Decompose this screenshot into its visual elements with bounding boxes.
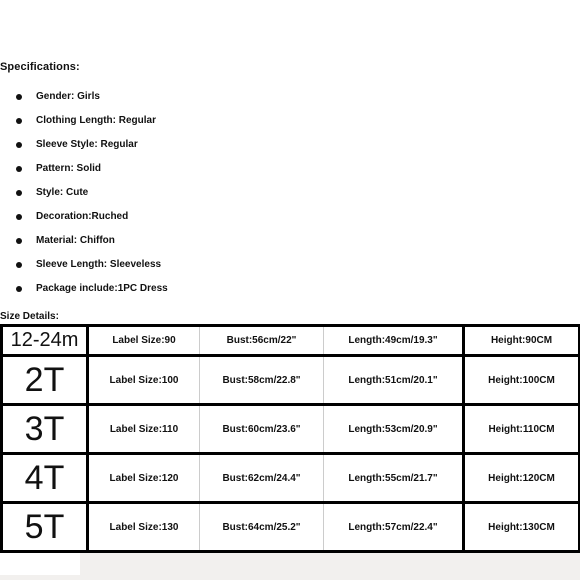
bullet-icon (16, 142, 22, 148)
bust-cell: Bust:64cm/25.2" (200, 503, 324, 552)
table-row (2, 326, 580, 356)
height-cell: Height:120CM (464, 454, 580, 503)
spec-item (16, 257, 316, 273)
size-cell: 4T (2, 454, 88, 503)
table-row (2, 454, 580, 503)
size-cell: 3T (2, 405, 88, 454)
table-row (2, 356, 580, 405)
spec-item (16, 161, 316, 177)
bullet-icon (16, 238, 22, 244)
spec-item (16, 89, 316, 105)
length-cell: Length:57cm/22.4" (324, 503, 464, 552)
spec-item (16, 209, 316, 225)
length-cell: Length:51cm/20.1" (324, 356, 464, 405)
label-size-cell: Label Size:90 (88, 326, 200, 356)
bust-cell: Bust:58cm/22.8" (200, 356, 324, 405)
spec-item (16, 137, 316, 153)
bust-cell: Bust:60cm/23.6" (200, 405, 324, 454)
table-row (2, 503, 580, 552)
spec-item-text: Sleeve Length: Sleeveless (36, 259, 162, 270)
spec-item (16, 185, 316, 201)
spec-item (16, 233, 316, 249)
height-cell: Height:130CM (464, 503, 580, 552)
spec-item-text: Style: Cute (36, 187, 89, 198)
specifications-title: Specifications: (0, 61, 80, 73)
bullet-icon (16, 214, 22, 220)
bottom-strip (0, 553, 580, 580)
bullet-icon (16, 118, 22, 124)
bullet-icon (16, 286, 22, 292)
label-size-cell: Label Size:130 (88, 503, 200, 552)
bullet-icon (16, 190, 22, 196)
spec-item (16, 113, 316, 129)
bullet-icon (16, 262, 22, 268)
bust-cell: Bust:62cm/24.4" (200, 454, 324, 503)
table-row (2, 405, 580, 454)
bullet-icon (16, 94, 22, 100)
spec-item-text: Decoration:Ruched (36, 211, 129, 222)
height-cell: Height:90CM (464, 326, 580, 356)
spec-item-text: Gender: Girls (36, 91, 100, 102)
bust-cell: Bust:56cm/22" (200, 326, 324, 356)
size-details-title: Size Details: (0, 311, 59, 322)
spec-item-text: Pattern: Solid (36, 163, 102, 174)
bullet-icon (16, 166, 22, 172)
length-cell: Length:55cm/21.7" (324, 454, 464, 503)
height-cell: Height:110CM (464, 405, 580, 454)
size-cell: 2T (2, 356, 88, 405)
spec-item (16, 281, 316, 297)
spec-item-text: Material: Chiffon (36, 235, 115, 246)
length-cell: Length:53cm/20.9" (324, 405, 464, 454)
label-size-cell: Label Size:110 (88, 405, 200, 454)
size-table (0, 324, 580, 553)
spec-item-text: Clothing Length: Regular (36, 115, 156, 126)
label-size-cell: Label Size:100 (88, 356, 200, 405)
size-cell: 12-24m (2, 326, 88, 356)
height-cell: Height:100CM (464, 356, 580, 405)
spec-item-text: Package include:1PC Dress (36, 283, 168, 294)
spec-item-text: Sleeve Style: Regular (36, 139, 138, 150)
bottom-patch (0, 553, 80, 575)
length-cell: Length:49cm/19.3" (324, 326, 464, 356)
label-size-cell: Label Size:120 (88, 454, 200, 503)
size-cell: 5T (2, 503, 88, 552)
